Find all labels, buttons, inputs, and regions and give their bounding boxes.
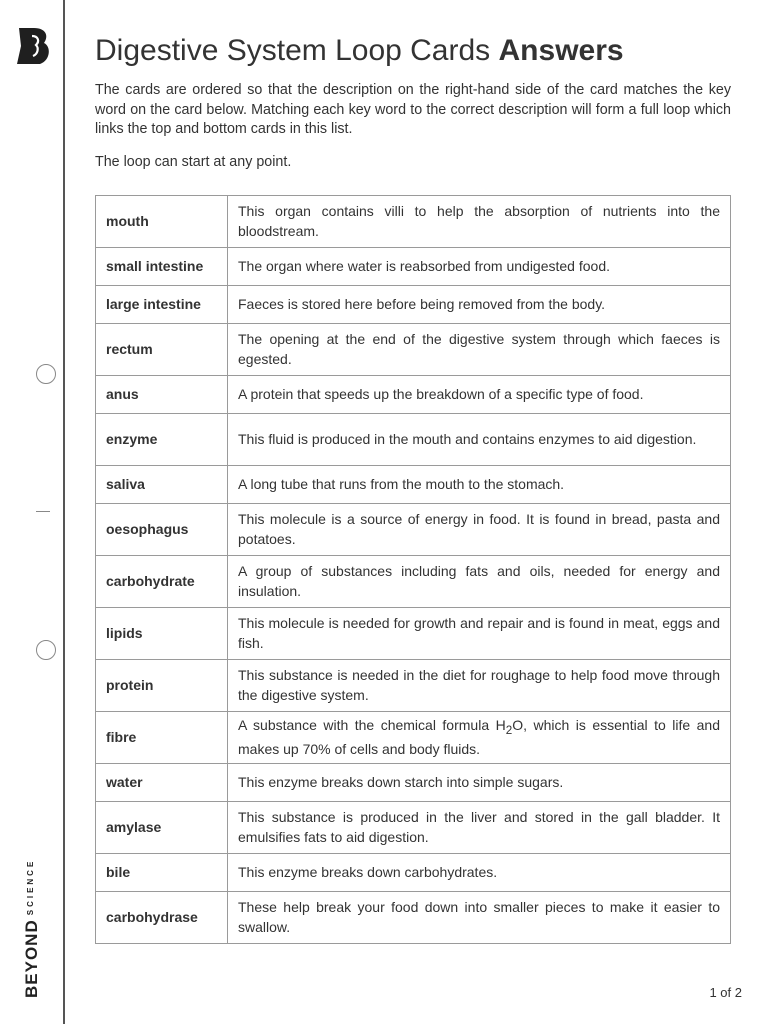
card-description: This enzyme breaks down carbohydrates.	[228, 854, 731, 892]
card-description: These help break your food down into smaller pieces to make it easier to swallow.	[228, 892, 731, 944]
brand-subname: SCIENCE	[26, 858, 35, 916]
card-keyword: oesophagus	[96, 504, 228, 556]
card-keyword: fibre	[96, 712, 228, 764]
card-description: This enzyme breaks down starch into simple sugars.	[228, 764, 731, 802]
description-post: O, which is essential to life and makes up 70% of cells and body fluids.	[238, 716, 720, 757]
card-keyword: rectum	[96, 324, 228, 376]
card-description: The opening at the end of the digestive system through which faeces is egested.	[228, 324, 731, 376]
title-bold: Answers	[498, 34, 624, 67]
table-row	[96, 196, 731, 248]
card-keyword: bile	[96, 854, 228, 892]
card-description: This molecule is needed for growth and repair and is found in meat, eggs and fish.	[228, 608, 731, 660]
card-keyword: water	[96, 764, 228, 802]
card-description: A long tube that runs from the mouth to the stomach.	[228, 466, 731, 504]
table-row	[96, 414, 731, 466]
table-row	[96, 712, 731, 764]
table-row	[96, 286, 731, 324]
description-sub: 2	[505, 723, 513, 737]
table-row	[96, 608, 731, 660]
margin-rule	[63, 0, 65, 1024]
card-keyword: anus	[96, 376, 228, 414]
card-description: This fluid is produced in the mouth and contains enzymes to aid digestion.	[228, 414, 731, 466]
card-keyword: mouth	[96, 196, 228, 248]
loop-note: The loop can start at any point.	[95, 154, 292, 170]
description-pre: A substance with the chemical formula H	[238, 716, 506, 733]
brand-name: BEYOND	[22, 919, 41, 998]
intro-paragraph: The cards are ordered so that the description on the right-hand side of the card matches the key word on the card below. Matching each key word to the correct description will form a full loop which links the top and bottom cards in this list.	[95, 82, 731, 137]
table-row	[96, 466, 731, 504]
table-row	[96, 324, 731, 376]
card-description: A protein that speeds up the breakdown of a specific type of food.	[228, 376, 731, 414]
table-row	[96, 854, 731, 892]
table-row	[96, 556, 731, 608]
brand-wordmark	[22, 859, 42, 998]
page-number: 1 of 2	[709, 985, 742, 1000]
card-keyword: carbohydrase	[96, 892, 228, 944]
card-description: The organ where water is reabsorbed from undigested food.	[228, 248, 731, 286]
card-description: This substance is needed in the diet for roughage to help food move through the digestive system.	[228, 660, 731, 712]
card-description: Faeces is stored here before being removed from the body.	[228, 286, 731, 324]
card-keyword: protein	[96, 660, 228, 712]
card-keyword: enzyme	[96, 414, 228, 466]
card-keyword: amylase	[96, 802, 228, 854]
table-row	[96, 764, 731, 802]
card-description	[228, 712, 731, 764]
beyond-logo-icon	[14, 26, 52, 66]
card-keyword: saliva	[96, 466, 228, 504]
table-row	[96, 802, 731, 854]
title-main: Digestive System Loop Cards	[95, 34, 491, 67]
card-description: This organ contains villi to help the absorption of nutrients into the bloodstream.	[228, 196, 731, 248]
table-row	[96, 376, 731, 414]
table-row	[96, 892, 731, 944]
card-description: This substance is produced in the liver and stored in the gall bladder. It emulsifies fats to aid digestion.	[228, 802, 731, 854]
punch-hole-lower	[36, 640, 56, 660]
card-keyword: small intestine	[96, 248, 228, 286]
page-title	[95, 34, 624, 68]
card-description: This molecule is a source of energy in food. It is found in bread, pasta and potatoes.	[228, 504, 731, 556]
card-description: A group of substances including fats and oils, needed for energy and insulation.	[228, 556, 731, 608]
table-row	[96, 504, 731, 556]
table-row	[96, 660, 731, 712]
card-keyword: large intestine	[96, 286, 228, 324]
table-row	[96, 248, 731, 286]
card-keyword: carbohydrate	[96, 556, 228, 608]
fold-mark	[36, 511, 50, 512]
loop-cards-table	[95, 195, 731, 944]
punch-hole-upper	[36, 364, 56, 384]
card-keyword: lipids	[96, 608, 228, 660]
